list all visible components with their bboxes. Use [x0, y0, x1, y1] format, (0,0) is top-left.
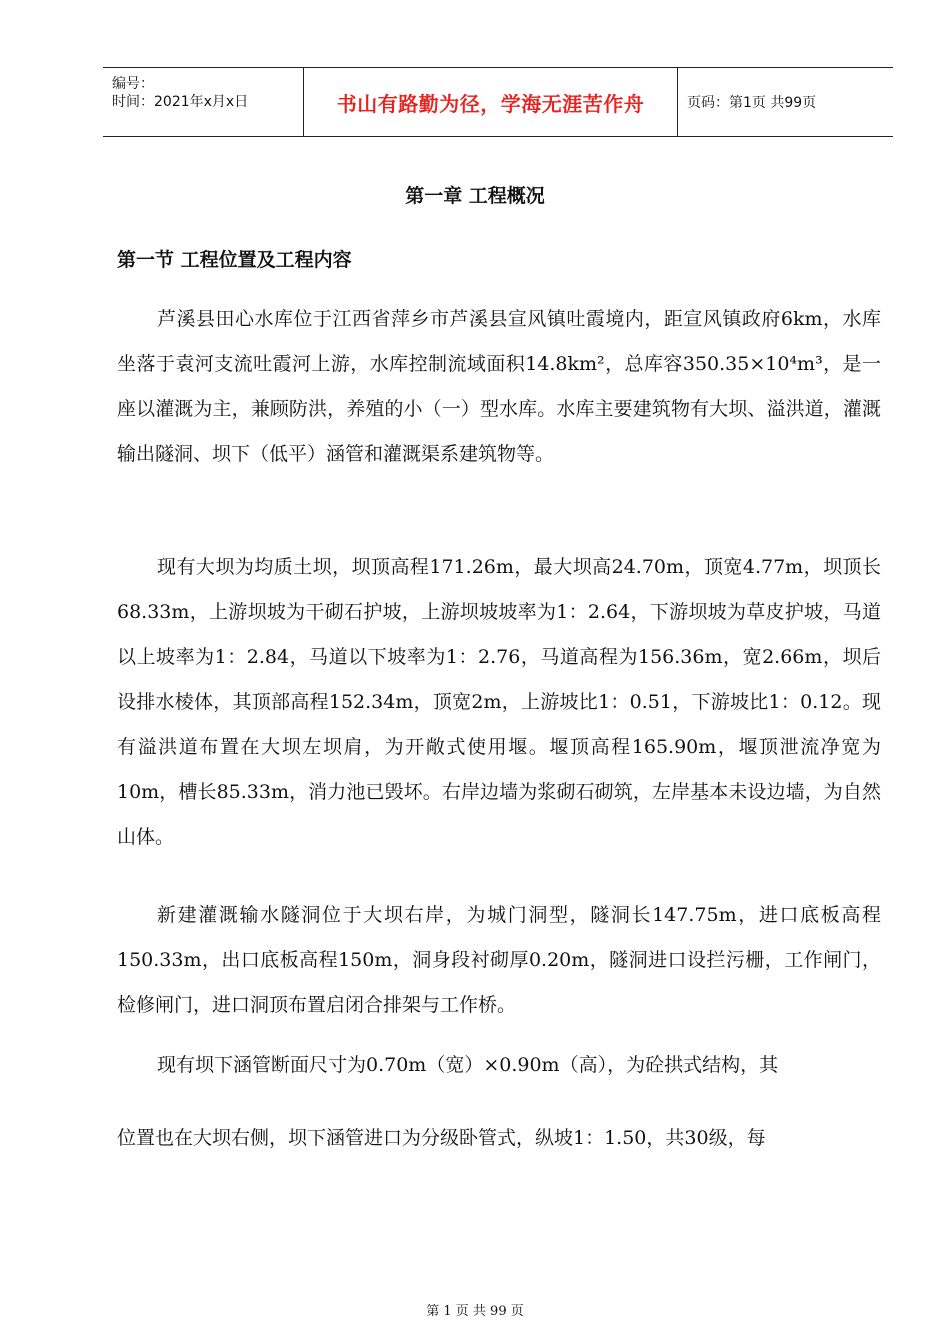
header-motto-cell	[303, 68, 678, 136]
page-footer: 第 1 页 共 99 页	[426, 1304, 524, 1319]
paragraph-culvert: 现有坝下涵管断面尺寸为0.70m（宽）×0.90m（高），为砼拱式结构，其	[157, 1054, 779, 1076]
paragraph-project-location: 芦溪县田心水库位于江西省萍乡市芦溪县宣风镇吐霞境内，距宣风镇政府6km，水库坐落于袁河支流吐霞河上游，水库控制流域面积14.8km²，总库容350.35×10⁴m³，是一座以灌溉为主，兼顾防洪，养殖的小（一）型水库。水库主要建筑物有大坝、溢洪道，灌溉输出隧洞、坝下（低平）涵管和灌溉渠系建筑物等。	[117, 308, 881, 465]
section-title: 第一节 工程位置及工程内容	[117, 249, 352, 271]
header-page-label: 页码：第1页 共99页	[687, 95, 817, 111]
header-motto: 书山有路勤为径，学海无涯苦作舟	[336, 91, 645, 116]
document-date-label: 时间：2021年x月x日	[112, 94, 249, 110]
paragraph-dam: 现有大坝为均质土坝，坝顶高程171.26m，最大坝高24.70m，顶宽4.77m，坝顶长68.33m，上游坝坡为干砌石护坡，上游坝坡坡率为1：2.64，下游坝坡为草皮护坡，马道以上坡率为1：2.84，马道以下坡率为1：2.76，马道高程为156.36m，宽2.66m，坝后设排水棱体，其顶部高程152.34m，顶宽2m，上游坡比1：0.51，下游坡比1：0.12。现有溢洪道布置在大坝左坝肩，为开敞式使用堰。堰顶高程165.90m，堰顶泄流净宽为10m，槽长85.33m，消力池已毁坏。右岸边墙为浆砌石砌筑，左岸基本未设边墙，为自然山体。	[117, 556, 881, 848]
paragraph-tunnel: 新建灌溉输水隧洞位于大坝右岸，为城门洞型，隧洞长147.75m，进口底板高程150.33m，出口底板高程150m，洞身段衬砌厚0.20m，隧洞进口设拦污栅，工作闸门，检修闸门，进口洞顶布置启闭合排架与工作桥。	[117, 904, 881, 1016]
document-number-label: 编号：	[112, 76, 154, 92]
paragraph-culvert-continued: 位置也在大坝右侧，坝下涵管进口为分级卧管式，纵坡1：1.50，共30级，每	[117, 1127, 766, 1149]
page-header	[103, 67, 893, 137]
chapter-title: 第一章 工程概况	[405, 185, 545, 207]
header-meta	[103, 68, 303, 136]
